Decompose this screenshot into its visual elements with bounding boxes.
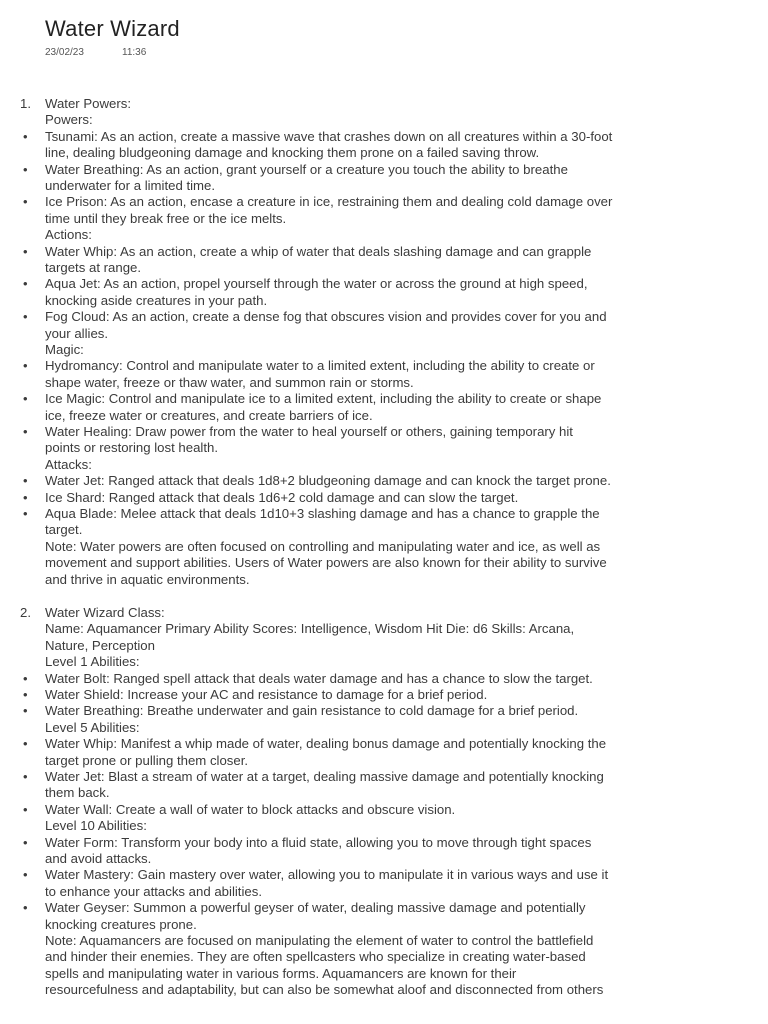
section-number: 1.	[20, 96, 31, 111]
text-line: Name: Aquamancer Primary Ability Scores: Intelligence, Wisdom Hit Die: d6 Skills: Arcana,	[45, 621, 575, 637]
text-line: target prone or pulling them closer.	[45, 752, 249, 768]
text-line: resourcefulness and adaptability, but can also be somewhat aloof and disconnected from others	[45, 982, 604, 998]
text-line: time until they break free or the ice melts.	[45, 210, 287, 226]
list-item-text: Water Geyser: Summon a powerful geyser of water, dealing massive damage and potentially	[45, 900, 586, 916]
text-line: spells and manipulating water in various forms. Aquamancers are known for their	[45, 965, 517, 981]
list-item-text: Water Form: Transform your body into a fluid state, allowing you to move through tight spaces	[45, 834, 592, 850]
list-item-text: Ice Shard: Ranged attack that deals 1d6+2 cold damage and can slow the target.	[45, 489, 519, 505]
text-line: Magic:	[45, 342, 84, 357]
list-item-text: Ice Prison: As an action, encase a creature in ice, restraining them and dealing cold damage over	[45, 194, 613, 210]
text-line: shape water, freeze or thaw water, and summon rain or storms.	[45, 374, 414, 390]
bullet-icon: •	[23, 161, 28, 177]
bullet-icon: •	[23, 243, 28, 259]
bullet-icon: •	[23, 506, 28, 521]
text-line: ice, freeze water or creatures, and create barriers of ice.	[45, 407, 373, 423]
text-line: Level 10 Abilities:	[45, 818, 147, 834]
bullet-icon: •	[23, 309, 28, 325]
bullet-icon: •	[23, 769, 28, 784]
text-line: Level 1 Abilities:	[45, 654, 140, 670]
text-line: line, dealing bludgeoning damage and knocking them prone on a failed saving throw.	[45, 145, 540, 161]
text-line: movement and support abilities. Users of Water powers are also known for their ability to survive	[45, 555, 607, 571]
text-line: targets at range.	[45, 260, 142, 275]
list-item-text: Water Breathing: Breathe underwater and gain resistance to cold damage for a brief period.	[45, 703, 579, 719]
list-item-text: Water Jet: Ranged attack that deals 1d8+2 bludgeoning damage and can knock the target prone.	[45, 473, 611, 489]
list-item-text: Fog Cloud: As an action, create a dense fog that obscures vision and provides cover for you and	[45, 309, 607, 325]
text-line: Level 5 Abilities:	[45, 719, 140, 735]
text-line: Water Powers:	[45, 96, 131, 111]
text-line: Powers:	[45, 112, 93, 128]
bullet-icon: •	[23, 473, 28, 489]
bullet-icon: •	[23, 489, 28, 505]
note-date: 23/02/23	[45, 47, 84, 58]
bullet-icon: •	[23, 801, 28, 817]
text-line: and avoid attacks.	[45, 851, 152, 866]
list-item-text: Water Bolt: Ranged spell attack that deals water damage and has a chance to slow the target.	[45, 670, 593, 686]
bullet-icon: •	[23, 424, 28, 439]
list-item-text: Water Mastery: Gain mastery over water, allowing you to manipulate it in various ways and use it	[45, 867, 609, 883]
page-title: Water Wizard	[45, 16, 180, 41]
text-line: target.	[45, 522, 83, 538]
list-item-text: Water Whip: Manifest a whip made of water, dealing bonus damage and potentially knocking the	[45, 736, 607, 752]
text-line: and hinder their enemies. They are often spellcasters who specialize in creating water-based	[45, 949, 586, 965]
text-line: Actions:	[45, 227, 92, 243]
text-line: knocking creatures prone.	[45, 916, 197, 932]
list-item-text: Hydromancy: Control and manipulate water to a limited extent, including the ability to create or	[45, 358, 595, 374]
text-line: Nature, Perception	[45, 637, 155, 653]
bullet-icon: •	[23, 194, 28, 210]
text-line: Note: Water powers are often focused on controlling and manipulating water and ice, as well as	[45, 538, 601, 554]
bullet-icon: •	[23, 670, 28, 686]
list-item-text: Water Wall: Create a wall of water to block attacks and obscure vision.	[45, 801, 456, 817]
bullet-icon: •	[23, 834, 28, 850]
bullet-icon: •	[23, 867, 28, 883]
bullet-icon: •	[23, 391, 28, 407]
note-time: 11:36	[122, 47, 147, 58]
bullet-icon: •	[23, 358, 28, 374]
list-item-text: Water Shield: Increase your AC and resistance to damage for a brief period.	[45, 687, 488, 702]
text-line: Attacks:	[45, 456, 92, 472]
bullet-icon: •	[23, 703, 28, 719]
list-item-text: Water Whip: As an action, create a whip of water that deals slashing damage and can grapple	[45, 243, 592, 259]
text-line: underwater for a limited time.	[45, 178, 216, 193]
list-item-text: Water Breathing: As an action, grant yourself or a creature you touch the ability to breathe	[45, 161, 568, 177]
text-line: Note: Aquamancers are focused on manipulating the element of water to control the battlefield	[45, 933, 594, 948]
list-item-text: Aqua Jet: As an action, propel yourself through the water or across the ground at high speed,	[45, 276, 588, 292]
list-item-text: Tsunami: As an action, create a massive wave that crashes down on all creatures within a 30-foot	[45, 128, 613, 144]
list-item-text: Water Jet: Blast a stream of water at a target, dealing massive damage and potentially knocking	[45, 769, 604, 784]
list-item-text: Ice Magic: Control and manipulate ice to a limited extent, including the ability to create or shape	[45, 391, 602, 407]
bullet-icon: •	[23, 276, 28, 292]
text-line: points or restoring lost health.	[45, 440, 218, 456]
text-line: knocking aside creatures in your path.	[45, 292, 268, 308]
text-line: and thrive in aquatic environments.	[45, 571, 250, 587]
bullet-icon: •	[23, 128, 28, 144]
bullet-icon: •	[23, 687, 28, 702]
list-item-text: Water Healing: Draw power from the water to heal yourself or others, gaining temporary hit	[45, 424, 573, 439]
bullet-icon: •	[23, 736, 28, 752]
text-line: to enhance your attacks and abilities.	[45, 883, 262, 899]
text-line: Water Wizard Class:	[45, 605, 165, 620]
text-line: them back.	[45, 785, 110, 801]
section-number: 2.	[20, 605, 31, 620]
bullet-icon: •	[23, 900, 28, 916]
text-line: your allies.	[45, 325, 109, 341]
list-item-text: Aqua Blade: Melee attack that deals 1d10+3 slashing damage and has a chance to grapple the	[45, 506, 600, 521]
